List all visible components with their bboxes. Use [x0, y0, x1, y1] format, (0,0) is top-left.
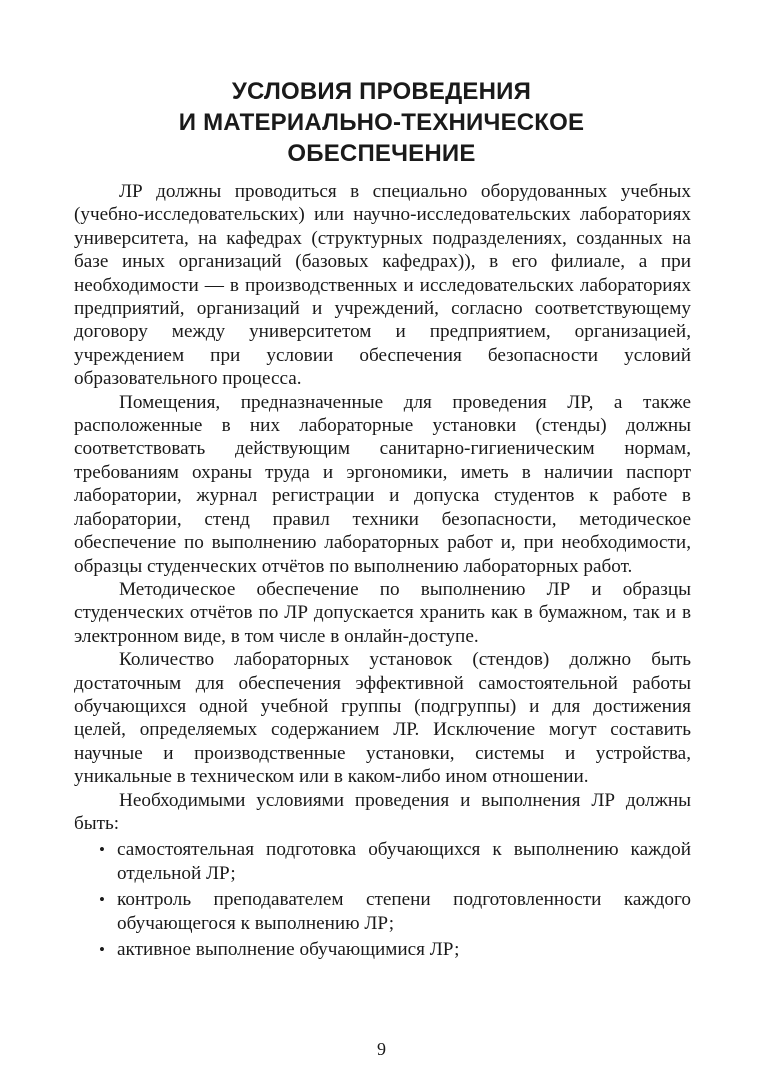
- list-item: [74, 938, 691, 961]
- bullet-icon: •: [99, 890, 105, 910]
- conditions-list: [74, 838, 691, 961]
- paragraph-2: Помещения, предназначенные для проведения ЛР, а также расположенные в них лабораторные установки (стенды) должны соответствовать действующим санитарно-гигиеническим нормам, требованиям охраны труда и эргономики, иметь в наличии паспорт лаборатории, журнал регистрации и допуска студентов к работе в лаборатории, стенд правил техники безопасности, методическое обеспечение по выполнению лабораторных работ и, при необходимости, образцы студенческих отчётов по выполнению лабораторных работ.: [74, 391, 691, 577]
- list-item: [74, 888, 691, 935]
- bullet-icon: •: [99, 840, 105, 860]
- title-line-2: И МАТЕРИАЛЬНО-ТЕХНИЧЕСКОЕ: [178, 109, 585, 136]
- list-item-text: активное выполнение обучающимися ЛР;: [117, 939, 460, 960]
- title-line-1: УСЛОВИЯ ПРОВЕДЕНИЯ: [231, 78, 532, 105]
- paragraph-4: Количество лабораторных установок (стендов) должно быть достаточным для обеспечения эффективной самостоятельной работы обучающихся одной учебной группы (подгруппы) и для достижения целей, определяемых содержанием ЛР. Исключение могут составить научные и производственные установки, системы и устройства, уникальные в техническом или в каком-либо ином отношении.: [74, 649, 691, 788]
- paragraph-3: Методическое обеспечение по выполнению ЛР и образцы студенческих отчётов по ЛР допускается хранить как в бумажном, так и в электронном виде, в том числе в онлайн-доступе.: [74, 578, 691, 647]
- list-item-text: контроль преподавателем степени подготовленности каждого обучающегося к выполнению ЛР;: [117, 889, 691, 934]
- section-title: [0, 76, 763, 169]
- page-number: 9: [377, 1039, 386, 1059]
- list-item-text: самостоятельная подготовка обучающихся к выполнению каждой отдельной ЛР;: [117, 839, 691, 884]
- body-text: [74, 180, 691, 961]
- bullet-icon: •: [99, 940, 105, 959]
- title-line-3: ОБЕСПЕЧЕНИЕ: [287, 140, 476, 167]
- list-item: [74, 838, 691, 885]
- paragraph-5: Необходимыми условиями проведения и выполнения ЛР должны быть:: [74, 789, 691, 834]
- paragraph-1: ЛР должны проводиться в специально оборудованных учебных (учебно-исследовательских) или научно-исследовательских лабораториях университета, на кафедрах (структурных подразделениях, созданных на базе иных организаций (базовых кафедрах)), в его филиале, а при необходимости — в производственных и исследовательских лабораториях предприятий, организаций и учреждений, согласно соответствующему договору между университетом и предприятием, организацией, учреждением при условии обеспечения безопасности условий образовательного процесса.: [74, 181, 691, 390]
